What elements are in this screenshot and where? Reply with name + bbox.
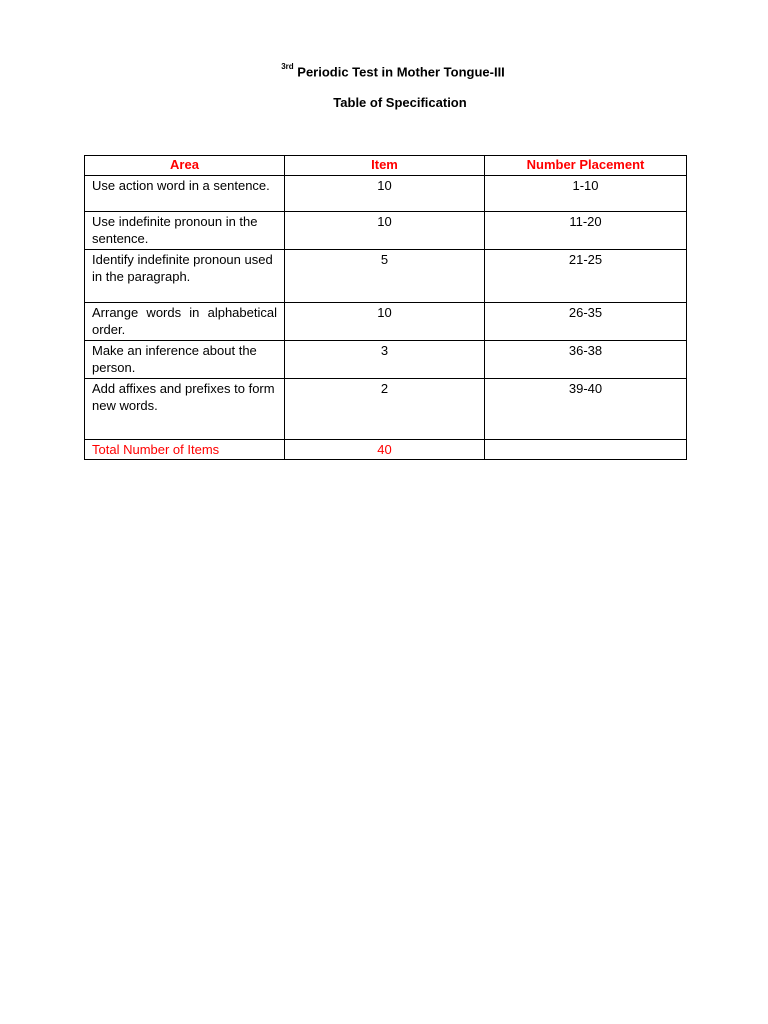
document-subtitle: Table of Specification	[333, 95, 467, 110]
document-title	[0, 64, 768, 79]
table-row	[85, 378, 687, 439]
area-cell: Use indefinite pronoun in the sentence.	[85, 211, 285, 249]
placement-cell: 26-35	[485, 302, 687, 340]
specification-table	[84, 155, 687, 460]
total-row	[85, 439, 687, 460]
placement-cell: 21-25	[485, 249, 687, 302]
table-header-row	[85, 156, 687, 176]
table-row	[85, 302, 687, 340]
column-header-item: Item	[285, 156, 485, 176]
placement-cell: 1-10	[485, 175, 687, 211]
area-cell: Make an inference about the person.	[85, 340, 285, 378]
item-cell: 10	[285, 211, 485, 249]
item-cell: 10	[285, 175, 485, 211]
total-value-cell: 40	[285, 439, 485, 460]
placement-cell: 39-40	[485, 378, 687, 439]
table-row	[85, 340, 687, 378]
area-cell: Arrange words in alphabetical order.	[85, 302, 285, 340]
placement-cell: 11-20	[485, 211, 687, 249]
table-row	[85, 249, 687, 302]
title-superscript: 3rd	[281, 62, 294, 71]
total-placement-cell	[485, 439, 687, 460]
table-row	[85, 175, 687, 211]
item-cell: 10	[285, 302, 485, 340]
item-cell: 3	[285, 340, 485, 378]
column-header-number-placement: Number Placement	[485, 156, 687, 176]
area-cell: Add affixes and prefixes to form new words.	[85, 378, 285, 439]
placement-cell: 36-38	[485, 340, 687, 378]
item-cell: 5	[285, 249, 485, 302]
area-cell: Identify indefinite pronoun used in the paragraph.	[85, 249, 285, 302]
table-row	[85, 211, 687, 249]
area-cell: Use action word in a sentence.	[85, 175, 285, 211]
title-text: Periodic Test in Mother Tongue-III	[293, 64, 505, 80]
column-header-area: Area	[85, 156, 285, 176]
total-label-cell: Total Number of Items	[85, 439, 285, 460]
item-cell: 2	[285, 378, 485, 439]
